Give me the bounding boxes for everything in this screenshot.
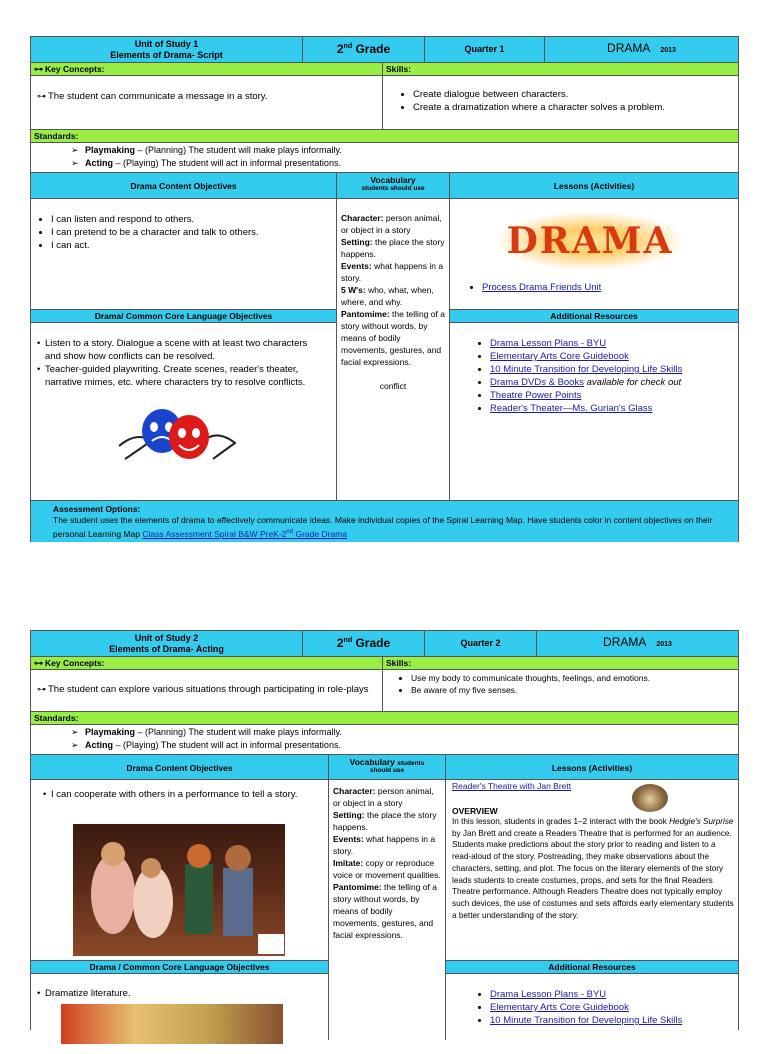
objective-item: • I can cooperate with others in a performance to tell a story. xyxy=(43,789,298,800)
content-objectives-header: Drama Content Objectives xyxy=(130,181,237,191)
vocabulary-header: Vocabulary students should use xyxy=(349,757,425,774)
grade-cell: 2nd Grade xyxy=(303,37,425,62)
overview-label: OVERVIEW xyxy=(452,806,498,816)
arrow-icon: ➢ xyxy=(71,740,79,750)
unit-title xyxy=(31,37,303,62)
arrow-icon: ➢ xyxy=(71,158,79,168)
assessment-link[interactable]: Class Assessment Spiral B&W PreK-2nd Grade Drama xyxy=(142,528,347,539)
resource-link[interactable]: 10 Minute Transition for Developing Life Skills xyxy=(490,1015,683,1026)
vocab-item: Events: what happens in a story. xyxy=(333,834,436,856)
vocab-item: Setting: the place the story happens. xyxy=(333,810,437,832)
lessons-content xyxy=(446,780,738,960)
lesson-link[interactable]: Process Drama Friends Unit xyxy=(482,282,602,293)
unit-subtitle: Elements of Drama- Acting xyxy=(109,644,224,654)
objective-item: • I can pretend to be a character and talk to others. xyxy=(51,226,336,239)
resources-header: Additional Resources xyxy=(548,962,636,972)
resource-link[interactable]: Elementary Arts Core Guidebook xyxy=(490,1002,629,1013)
resource-link[interactable]: Reader's Theater—Ms. Gurian's Glass xyxy=(490,403,653,414)
standards-list xyxy=(31,725,738,755)
vocab-item: Events: what happens in a story. xyxy=(341,261,444,283)
standard-item: ➢ Playmaking – (Planning) The student will make plays informally. xyxy=(71,727,342,737)
skill-item: • Create a dramatization where a character solves a problem. xyxy=(413,101,738,114)
children-performance-photo xyxy=(73,824,285,956)
standard-item: ➢ Playmaking – (Planning) The student will make plays informally. xyxy=(71,145,342,155)
language-objective-item: • Listen to a story. Dialogue a scene with at least two characters and show how conflicts can be resolved. xyxy=(37,338,308,362)
standards-list xyxy=(31,143,738,173)
skills-list xyxy=(383,88,738,114)
overview-text: In this lesson, students in grades 1–2 interact with the book Hedgie's Surprise by Jan Brett and create a Readers Theatre that is performed for an audience. Students make predictions about the story prior to reading and listen to a read-aloud of the story. Postreading, they make observations about the characters, setting, and plot. The focus on the literary elements of the story leads students to create costumes, props, and sets for the final Readers Theatre performance. Although Readers Theatre does not typically employ such devices, the use of costumes and sets affords early elementary students a better understanding of the story. xyxy=(452,817,734,920)
skill-item: • Create dialogue between characters. xyxy=(413,88,738,101)
subject-cell: DRAMA 2013 xyxy=(607,41,676,55)
key-icon: ⊶ xyxy=(34,64,43,74)
vocab-item: Character: person animal, or object in a story xyxy=(341,213,442,235)
resource-link[interactable]: Elementary Arts Core Guidebook xyxy=(490,351,629,362)
standards-bar: Standards: xyxy=(31,130,738,143)
skills-list xyxy=(383,672,738,696)
lessons-header: Lessons (Activities) xyxy=(553,181,635,191)
unit-number: Unit of Study 2 xyxy=(134,633,199,643)
unit-header xyxy=(31,37,738,63)
vocab-extra-word: conflict xyxy=(379,381,407,391)
lesson-link[interactable]: Reader's Theatre with Jan Brett xyxy=(452,781,572,791)
unit-of-study-1 xyxy=(30,36,739,542)
objective-item: • I can listen and respond to others. xyxy=(51,213,336,226)
resources-list xyxy=(446,974,738,1054)
arrow-icon: ➢ xyxy=(71,145,79,155)
language-objective-item: • Dramatize literature. xyxy=(37,988,131,999)
key-icon: ⊶ xyxy=(34,658,43,668)
key-concept-text: The student can communicate a message in a story. xyxy=(48,91,268,102)
subject-cell: DRAMA 2013 xyxy=(603,635,672,649)
main-grid xyxy=(31,780,738,1040)
key-concepts-content xyxy=(31,670,738,712)
vocab-item: 5 W's: who, what, when, where, and why. xyxy=(341,285,434,307)
vocabulary-list xyxy=(337,199,450,501)
unit-title xyxy=(31,631,303,656)
resource-link[interactable]: Theatre Power Points xyxy=(490,390,582,401)
language-objectives xyxy=(31,974,329,1040)
unit-header xyxy=(31,631,738,657)
language-objectives-header: Drama/ Common Core Language Objectives xyxy=(94,311,273,321)
literature-image xyxy=(61,1004,283,1044)
main-grid xyxy=(31,199,738,501)
key-concepts-content xyxy=(31,76,738,130)
resource-link[interactable]: Drama Lesson Plans - BYU xyxy=(490,989,607,1000)
standards-bar: Standards: xyxy=(31,712,738,725)
content-objectives xyxy=(31,780,329,960)
grade-cell: 2nd Grade xyxy=(303,631,425,656)
standard-item: ➢ Acting – (Playing) The student will act in informal presentations. xyxy=(71,158,341,168)
vocabulary-list xyxy=(329,780,446,1040)
lessons-header: Lessons (Activities) xyxy=(551,763,633,773)
vocab-item: Pantomime: the telling of a story without words, by means of bodily movements, gestures, and facial expressions. xyxy=(341,309,445,367)
key-icon: ⊶ xyxy=(37,684,46,694)
vocab-item: Setting: the place the story happens. xyxy=(341,237,445,259)
skill-item: • Be aware of my five senses. xyxy=(411,684,738,696)
objective-item: • I can act. xyxy=(51,239,336,252)
content-objectives-header: Drama Content Objectives xyxy=(126,763,233,773)
quarter-cell: Quarter 2 xyxy=(425,631,537,656)
unit-of-study-2 xyxy=(30,630,739,1030)
resource-link[interactable]: 10 Minute Transition for Developing Life Skills xyxy=(490,364,683,375)
content-objectives xyxy=(31,199,337,309)
resource-link[interactable]: Drama DVDs & Books xyxy=(490,377,584,388)
language-objective-item: • Teacher-guided playwriting. Create scenes, reader's theater, narrative mimes, etc. where characters try to resolve conflicts. xyxy=(37,364,306,388)
key-icon: ⊶ xyxy=(37,91,46,101)
language-objectives-header: Drama / Common Core Language Objectives xyxy=(89,962,270,972)
section-headers xyxy=(31,173,738,199)
arrow-icon: ➢ xyxy=(71,727,79,737)
key-concepts-bar: ⊶ Key Concepts: Skills: xyxy=(31,657,738,670)
language-objectives xyxy=(31,323,337,501)
assessment-options: Assessment Options: The student uses the elements of drama to effectively communicate ideas. Make individual copies of the Spiral Learning Map. Have students color in content objectives on their personal Learning Map Class Assessment Spiral B&W PreK-2nd Grade Drama xyxy=(31,501,738,542)
resources-list: • Drama Lesson Plans - BYU • Elementary Arts Core Guidebook • 10 Minute Transition for Developing Life Skills • Drama DVDs & Books available for check out • Theatre Power Points • Reader's Theater—Ms. Gurian's Glass xyxy=(450,323,738,515)
resource-link[interactable]: Drama Lesson Plans - BYU xyxy=(490,338,607,349)
unit-subtitle: Elements of Drama- Script xyxy=(110,50,223,60)
standard-item: ➢ Acting – (Playing) The student will act in informal presentations. xyxy=(71,740,341,750)
quarter-cell: Quarter 1 xyxy=(425,37,545,62)
lessons-content xyxy=(450,199,738,309)
vocab-item: Imitate: copy or reproduce voice or movement qualities. xyxy=(333,858,441,880)
unit-number: Unit of Study 1 xyxy=(134,39,199,49)
vocab-item: Pantomime: the telling of a story without words, by means of bodily movements, gestures, and facial expressions. xyxy=(333,882,437,940)
skill-item: • Use my body to communicate thoughts, feelings, and emotions. xyxy=(411,672,738,684)
key-concepts-bar: ⊶ Key Concepts: Skills: xyxy=(31,63,738,76)
vocabulary-header: Vocabulary students should use xyxy=(361,175,425,192)
drama-masks-image xyxy=(117,401,237,471)
vocab-item: Character: person animal, or object in a story xyxy=(333,786,434,808)
resources-header: Additional Resources xyxy=(550,311,638,321)
section-headers xyxy=(31,755,738,780)
hedgehog-image xyxy=(632,784,668,812)
drama-logo-image: DRAMA xyxy=(500,213,680,269)
key-concept-text: The student can explore various situations through participating in role-plays xyxy=(48,684,369,695)
